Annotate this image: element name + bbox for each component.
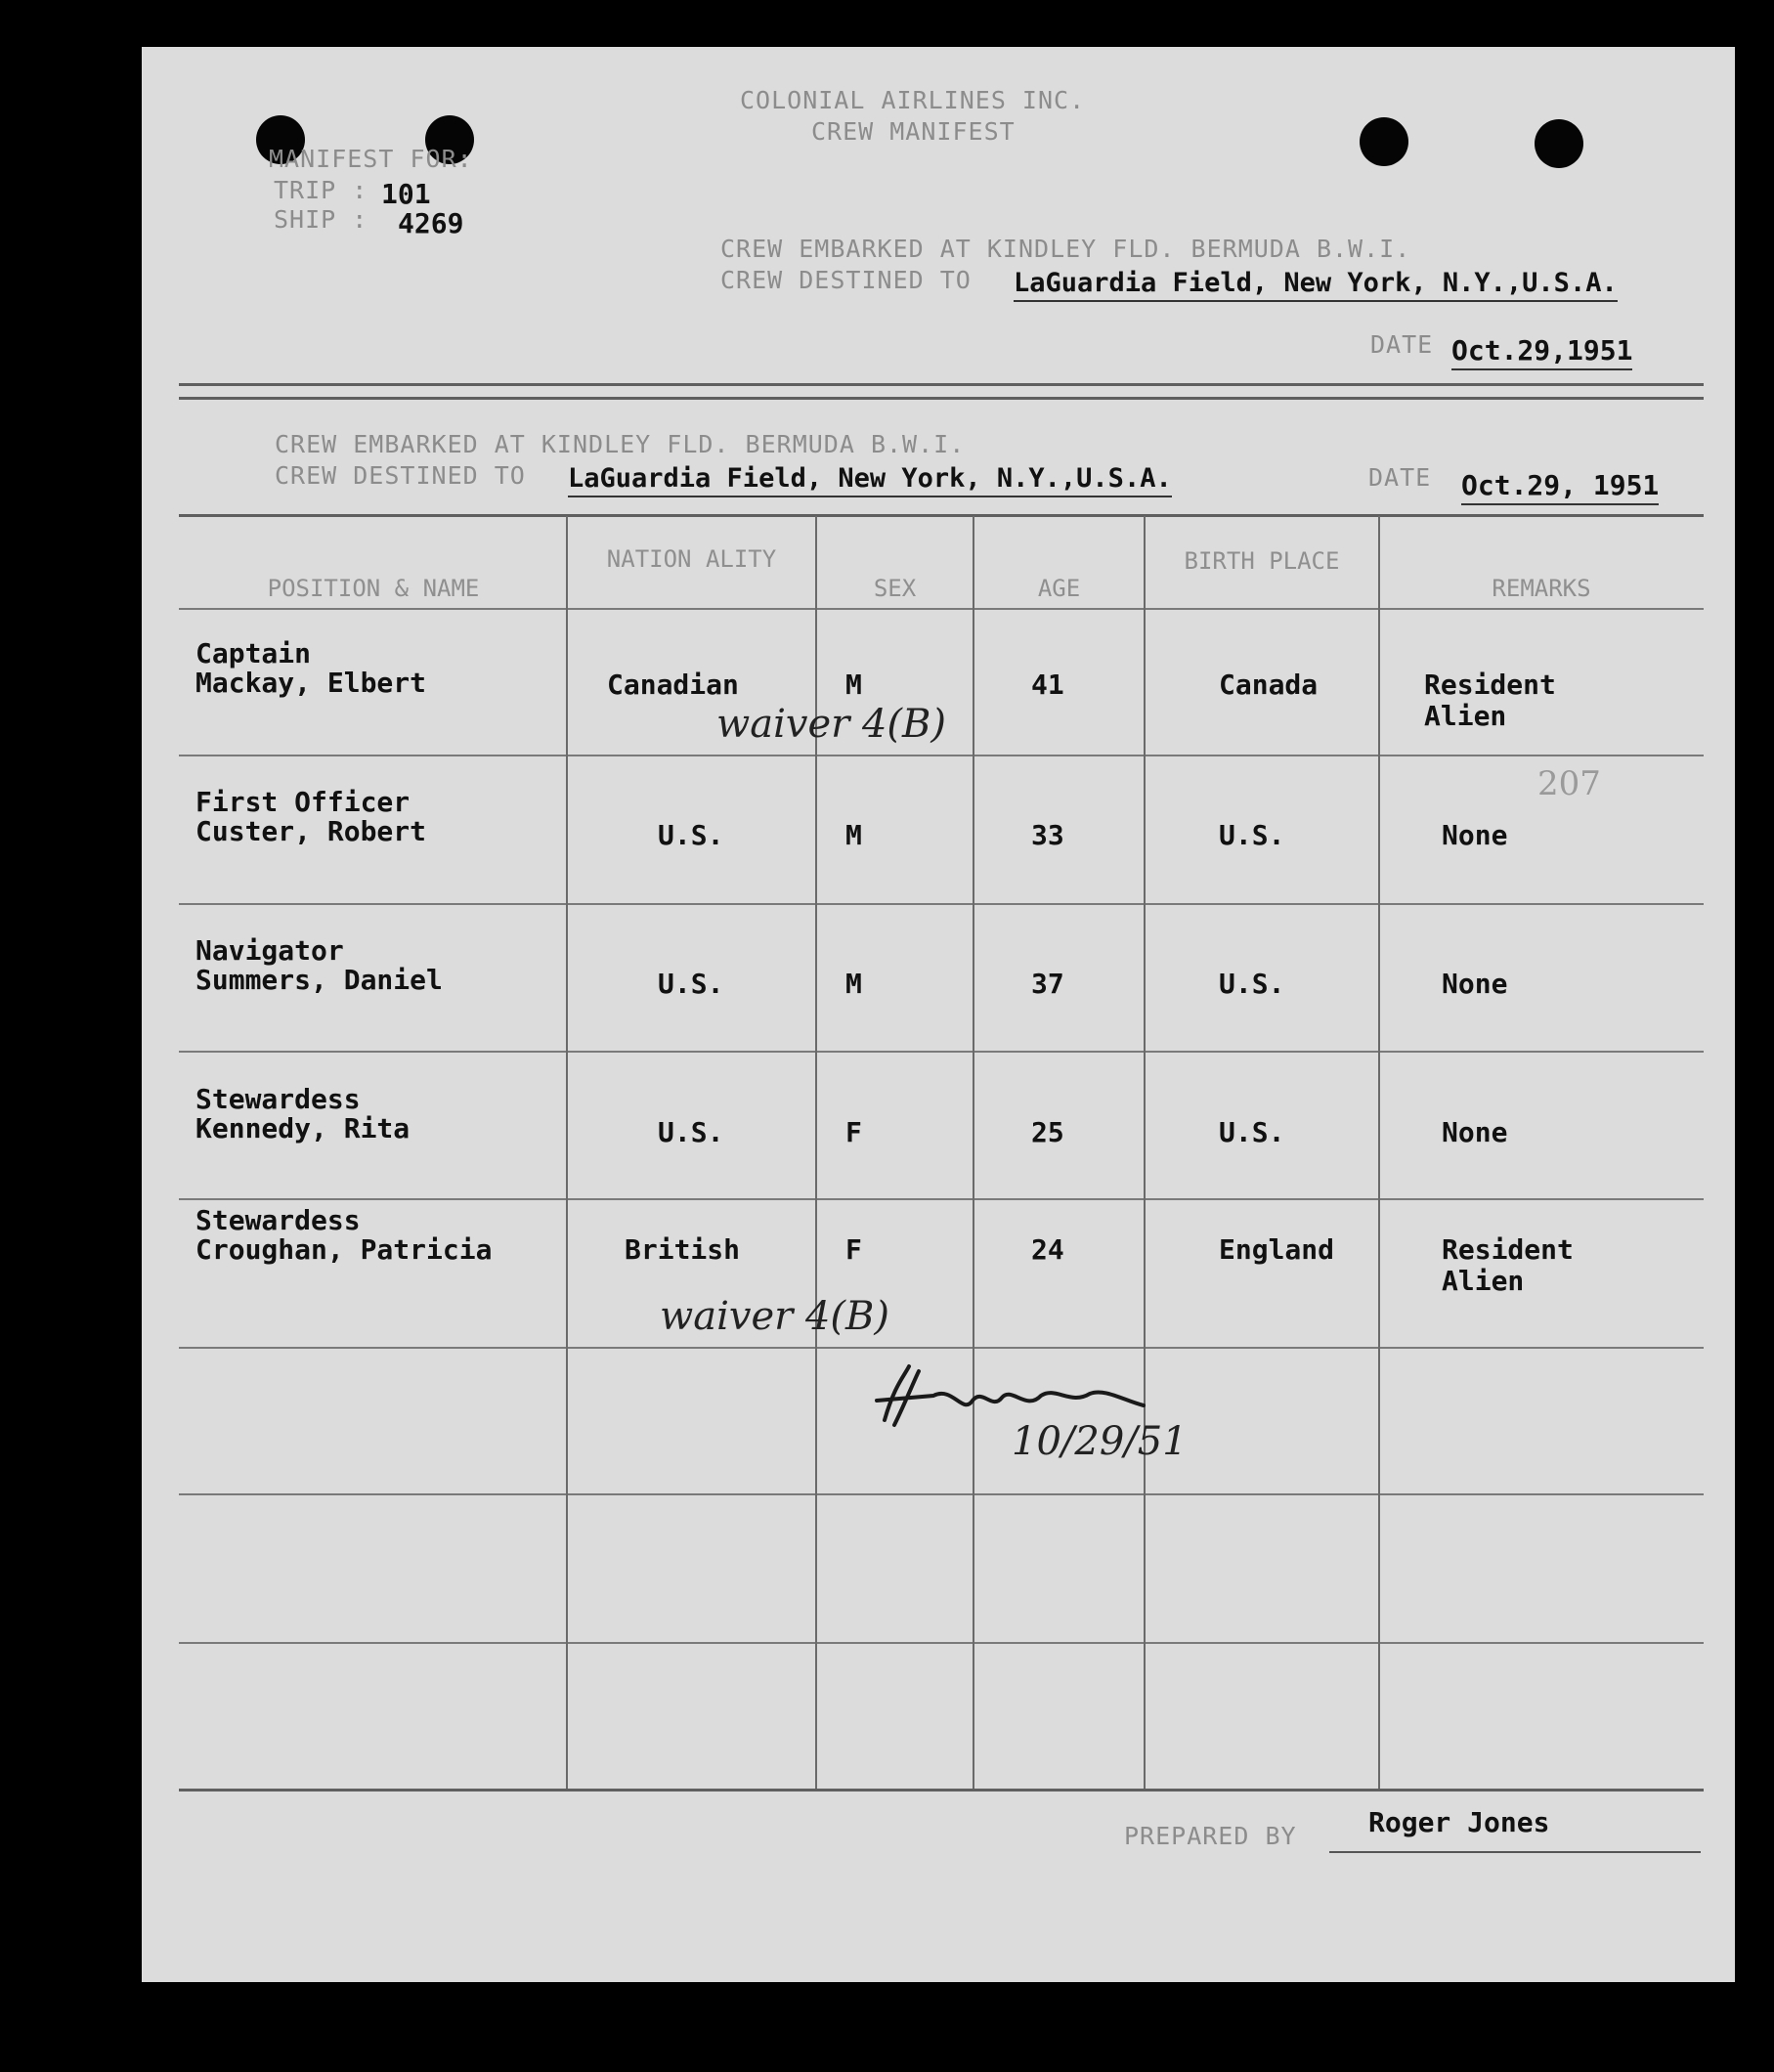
row-4-age: 25 bbox=[1031, 1116, 1064, 1148]
prepared-by-name: Roger Jones bbox=[1368, 1806, 1550, 1838]
divider bbox=[179, 397, 1704, 400]
row-3-birthplace: U.S. bbox=[1219, 968, 1285, 1000]
ship-value: 4269 bbox=[398, 207, 464, 239]
date-label: DATE bbox=[1370, 330, 1434, 359]
row-3-sex: M bbox=[845, 968, 862, 1000]
row-5-birthplace: England bbox=[1219, 1233, 1335, 1266]
row-5-nationality: British bbox=[625, 1233, 741, 1266]
trip-label: TRIP : bbox=[274, 176, 368, 204]
row-rule bbox=[179, 1493, 1704, 1495]
row-1-remarks-2: Alien bbox=[1424, 700, 1507, 732]
destined-label-2: CREW DESTINED TO bbox=[275, 461, 526, 490]
col-header-birthplace-text: BIRTH PLACE bbox=[1184, 547, 1340, 575]
col-header-birthplace bbox=[1146, 547, 1378, 575]
embarked-label: CREW EMBARKED AT KINDLEY FLD. BERMUDA B.W.I. bbox=[720, 235, 1411, 263]
column-rule bbox=[1378, 516, 1380, 1789]
row-5-sex: F bbox=[845, 1233, 862, 1266]
row-1-name: Mackay, Elbert bbox=[195, 667, 427, 699]
row-5-position: Stewardess bbox=[195, 1204, 361, 1236]
row-2-age: 33 bbox=[1031, 819, 1064, 851]
date-value: Oct.29,1951 bbox=[1451, 334, 1632, 370]
waiver-annotation: waiver 4(B) bbox=[660, 1294, 890, 1339]
col-header-position-name: POSITION & NAME bbox=[267, 575, 480, 602]
ship-label: SHIP : bbox=[274, 205, 368, 234]
row-1-age: 41 bbox=[1031, 669, 1064, 701]
punch-hole bbox=[1360, 117, 1408, 166]
row-4-remarks: None bbox=[1442, 1116, 1508, 1148]
row-5-name: Croughan, Patricia bbox=[195, 1233, 493, 1266]
signature-date: 10/29/51 bbox=[1012, 1419, 1188, 1464]
row-5-remarks: Resident bbox=[1442, 1233, 1574, 1266]
prepared-by-label: PREPARED BY bbox=[1124, 1822, 1297, 1850]
row-2-name: Custer, Robert bbox=[195, 815, 427, 847]
row-1-remarks: Resident bbox=[1424, 669, 1556, 701]
row-2-remarks: None bbox=[1442, 819, 1508, 851]
table-bottom-rule bbox=[179, 1789, 1704, 1791]
table-top-rule bbox=[179, 514, 1704, 517]
row-rule bbox=[179, 1642, 1704, 1644]
col-header-nationality-text: NATION ALITY bbox=[606, 545, 777, 573]
row-rule bbox=[179, 903, 1704, 905]
row-1-birthplace: Canada bbox=[1219, 669, 1319, 701]
col-header-sex: SEX bbox=[873, 575, 917, 602]
row-3-remarks: None bbox=[1442, 968, 1508, 1000]
prepared-by-line bbox=[1329, 1851, 1701, 1853]
row-1-position: Captain bbox=[195, 637, 312, 669]
divider bbox=[179, 383, 1704, 386]
row-2-sex: M bbox=[845, 819, 862, 851]
row-rule bbox=[179, 755, 1704, 756]
row-4-position: Stewardess bbox=[195, 1083, 361, 1115]
row-2-nationality: U.S. bbox=[658, 819, 724, 851]
column-rule bbox=[1144, 516, 1146, 1789]
company-name: COLONIAL AIRLINES INC. bbox=[740, 86, 1086, 114]
row-3-age: 37 bbox=[1031, 968, 1064, 1000]
row-3-nationality: U.S. bbox=[658, 968, 724, 1000]
embarked-label-2: CREW EMBARKED AT KINDLEY FLD. BERMUDA B.W.I. bbox=[275, 430, 966, 458]
row-rule bbox=[179, 1198, 1704, 1200]
row-1-sex: M bbox=[845, 669, 862, 701]
row-3-position: Navigator bbox=[195, 934, 344, 967]
column-rule bbox=[566, 516, 568, 1789]
destined-label: CREW DESTINED TO bbox=[720, 266, 972, 294]
row-5-remarks-2: Alien bbox=[1442, 1265, 1525, 1297]
punch-hole bbox=[1535, 119, 1583, 168]
row-4-nationality: U.S. bbox=[658, 1116, 724, 1148]
manifest-for-label: MANIFEST FOR: bbox=[269, 145, 473, 173]
row-2-birthplace: U.S. bbox=[1219, 819, 1285, 851]
col-header-age: AGE bbox=[1037, 575, 1081, 602]
row-4-name: Kennedy, Rita bbox=[195, 1112, 411, 1144]
row-2-position: First Officer bbox=[195, 786, 411, 818]
row-3-name: Summers, Daniel bbox=[195, 964, 443, 996]
trip-value: 101 bbox=[381, 178, 431, 210]
col-header-nationality bbox=[568, 545, 815, 573]
destination-value-2: LaGuardia Field, New York, N.Y.,U.S.A. bbox=[568, 463, 1172, 497]
row-5-age: 24 bbox=[1031, 1233, 1064, 1266]
destination-value: LaGuardia Field, New York, N.Y.,U.S.A. bbox=[1014, 268, 1618, 302]
row-4-sex: F bbox=[845, 1116, 862, 1148]
row-rule bbox=[179, 1051, 1704, 1053]
form-title: CREW MANIFEST bbox=[811, 117, 1016, 146]
waiver-annotation: waiver 4(B) bbox=[716, 702, 947, 747]
row-4-birthplace: U.S. bbox=[1219, 1116, 1285, 1148]
col-header-remarks: REMARKS bbox=[1492, 575, 1591, 602]
manifest-page bbox=[142, 47, 1735, 1982]
table-header-rule bbox=[179, 608, 1704, 610]
date-value-2: Oct.29, 1951 bbox=[1461, 469, 1659, 505]
stamp-number: 207 bbox=[1537, 764, 1601, 803]
row-1-nationality: Canadian bbox=[607, 669, 739, 701]
date-label-2: DATE bbox=[1368, 463, 1432, 492]
column-rule bbox=[973, 516, 974, 1789]
